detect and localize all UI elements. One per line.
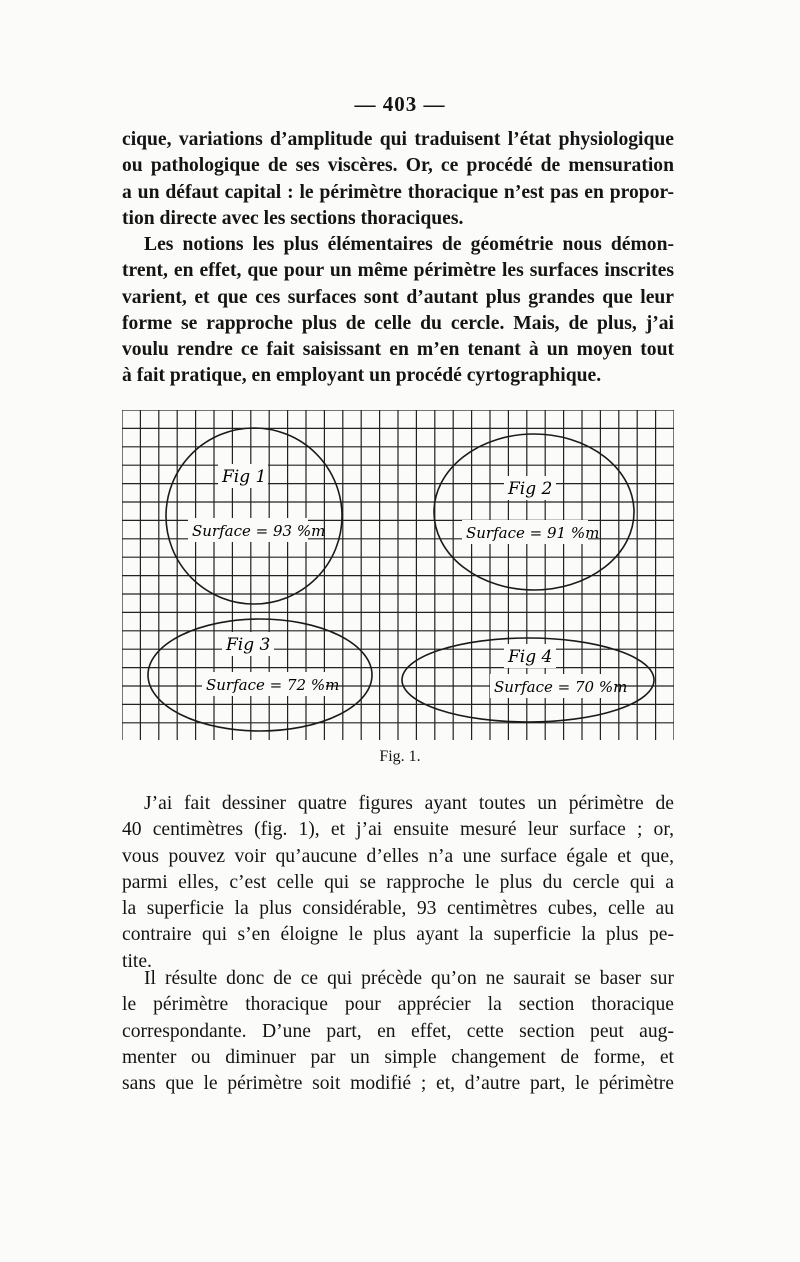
fig-4-surface: Surface = 70 %m [494, 678, 628, 696]
text-line: varient, et que ces surfaces sont d’autant plus grandes que leur [122, 286, 674, 308]
text-line: ou pathologique de ses viscères. Or, ce procédé de mensuration [122, 155, 674, 177]
text-line: a un défaut capital : le périmètre thoracique n’est pas en propor- [122, 181, 674, 203]
fig-2-surface: Surface = 91 %m [466, 524, 600, 542]
text-line: à fait pratique, en employant un procédé cyrtographique. [122, 365, 602, 387]
text-line: sans que le périmètre soit modifié ; et, d’autre part, le périmètre [122, 1073, 674, 1095]
text-line: tion directe avec les sections thoraciques. [122, 207, 464, 229]
shape-fig-1 [166, 428, 342, 604]
fig-3-surface: Surface = 72 %m [206, 676, 340, 694]
fig-1-surface: Surface = 93 %m [192, 522, 326, 540]
fig-1-label: Fig 1 [222, 467, 267, 487]
grid-drawing [122, 410, 674, 740]
text-line: vous pouvez voir qu’aucune d’elles n’a une surface égale et que, [122, 845, 674, 867]
paragraph-2 [122, 232, 674, 390]
text-line: Il résulte donc de ce qui précède qu’on ne saurait se baser sur [144, 968, 674, 989]
text-line: la superficie la plus considérable, 93 centimètres cubes, celle au [122, 898, 674, 920]
figure-caption: Fig. 1. [379, 748, 421, 765]
text-line: parmi elles, c’est celle qui se rapproche le plus du cercle qui a [122, 871, 674, 893]
text-line: J’ai fait dessiner quatre figures ayant toutes un périmètre de [144, 793, 674, 814]
page-number: — 403 — [354, 92, 446, 116]
paragraph-4 [122, 966, 674, 1097]
shape-fig-2 [434, 434, 634, 590]
text-line: forme se rapproche plus de celle du cercle. Mais, de plus, j’ai [122, 312, 674, 334]
fig-3-label: Fig 3 [226, 635, 271, 655]
cyrtograph-figure [122, 410, 674, 740]
paragraph-3 [122, 791, 674, 975]
text-line: contraire qui s’en éloigne le plus ayant la superficie la plus pe- [122, 924, 674, 946]
text-line: cique, variations d’amplitude qui traduisent l’état physiologique [122, 129, 674, 150]
text-line: tite. [122, 950, 152, 972]
text-line: menter ou diminuer par un simple changement de forme, et [122, 1046, 674, 1068]
fig-2-label: Fig 2 [508, 479, 553, 499]
fig-4-label: Fig 4 [508, 647, 553, 667]
text-line: 40 centimètres (fig. 1), et j’ai ensuite mesuré leur surface ; or, [122, 819, 674, 841]
paragraph-1 [122, 127, 674, 232]
text-line: voulu rendre ce fait saisissant en m’en tenant à un moyen tout [122, 339, 674, 361]
text-line: trent, en effet, que pour un même périmètre les surfaces inscrites [122, 260, 674, 282]
text-line: Les notions les plus élémentaires de géométrie nous démon- [144, 234, 674, 255]
text-line: correspondante. D’une part, en effet, cette section peut aug- [122, 1020, 674, 1042]
text-line: le périmètre thoracique pour apprécier la section thoracique [122, 994, 674, 1016]
